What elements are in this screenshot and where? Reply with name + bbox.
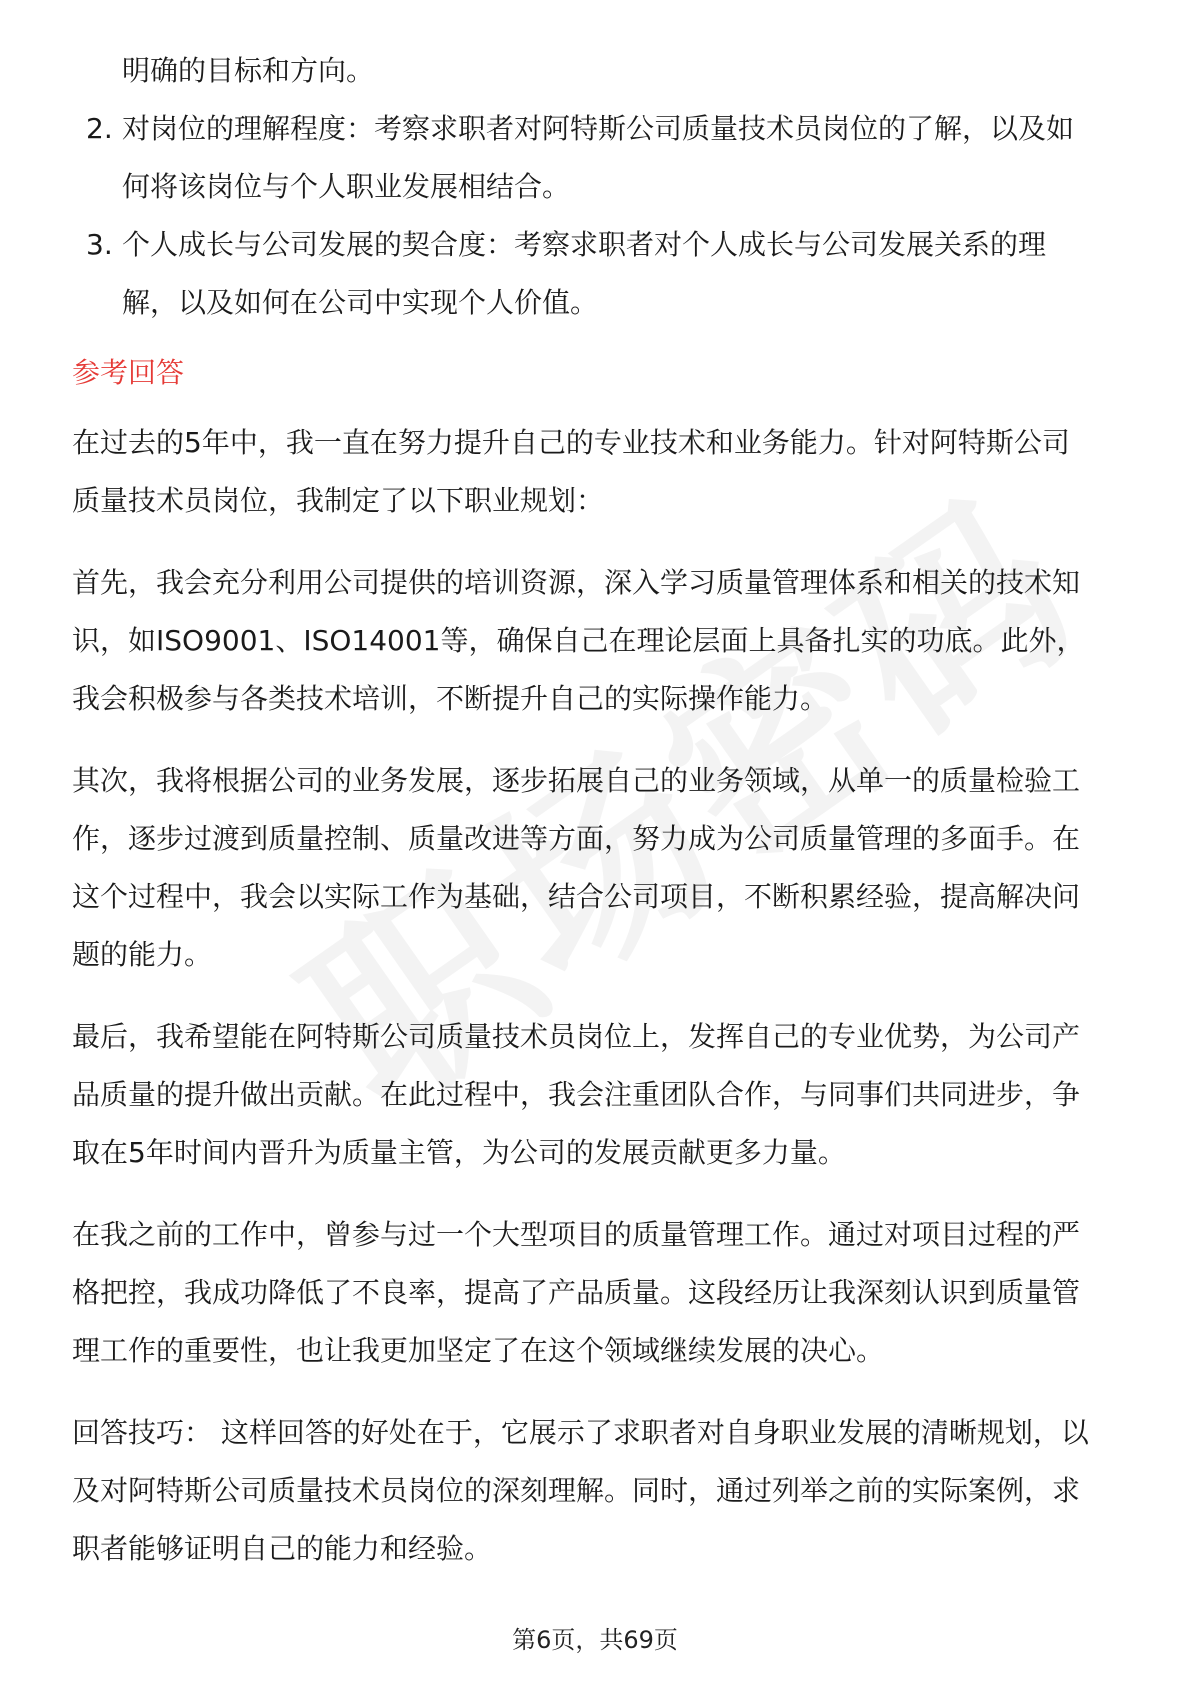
paragraph	[72, 554, 1132, 728]
list-item-text	[122, 100, 1074, 216]
list-item	[72, 216, 1132, 332]
paragraph	[72, 1008, 1132, 1182]
paragraph-line: 识，如ISO9001、ISO14001等，确保自己在理论层面上具备扎实的功底。此外，	[72, 624, 1085, 657]
paragraph	[72, 1206, 1132, 1380]
list-item-number: 2.	[86, 112, 113, 145]
paragraph-line: 及对阿特斯公司质量技术员岗位的深刻理解。同时，通过列举之前的实际案例，求	[72, 1474, 1081, 1507]
paragraph	[72, 1404, 1132, 1578]
paragraph-line: 在过去的5年中，我一直在努力提升自己的专业技术和业务能力。针对阿特斯公司	[72, 426, 1070, 459]
paragraph-line: 取在5年时间内晋升为质量主管，为公司的发展贡献更多力量。	[72, 1136, 846, 1169]
paragraph-line: 我会积极参与各类技术培训，不断提升自己的实际操作能力。	[72, 682, 829, 715]
page-footer: 第6页，共69页	[512, 1626, 678, 1654]
criteria-list	[72, 100, 1132, 332]
paragraph	[72, 752, 1132, 984]
paragraph-line: 在我之前的工作中，曾参与过一个大型项目的质量管理工作。通过对项目过程的严	[72, 1218, 1081, 1251]
paragraph-line: 回答技巧： 这样回答的好处在于，它展示了求职者对自身职业发展的清晰规划，以	[72, 1416, 1089, 1449]
paragraph-line: 作，逐步过渡到质量控制、质量改进等方面，努力成为公司质量管理的多面手。在	[72, 822, 1081, 855]
list-item-line: 解，以及如何在公司中实现个人价值。	[122, 286, 599, 319]
list-item	[72, 100, 1132, 216]
paragraph-line: 理工作的重要性，也让我更加坚定了在这个领域继续发展的决心。	[72, 1334, 885, 1367]
list-item-text	[122, 216, 1046, 332]
paragraph-line: 题的能力。	[72, 938, 213, 971]
paragraph-line: 其次，我将根据公司的业务发展，逐步拓展自己的业务领域，从单一的质量检验工	[72, 764, 1081, 797]
paragraph	[72, 414, 1132, 530]
section-title: 参考回答	[72, 356, 185, 389]
paragraph-line: 最后，我希望能在阿特斯公司质量技术员岗位上，发挥自己的专业优势，为公司产	[72, 1020, 1081, 1053]
page-content	[72, 42, 1132, 1578]
list-item-line: 何将该岗位与个人职业发展相结合。	[122, 170, 571, 203]
paragraph-line: 职者能够证明自己的能力和经验。	[72, 1532, 493, 1565]
paragraph-line: 首先，我会充分利用公司提供的培训资源，深入学习质量管理体系和相关的技术知	[72, 566, 1081, 599]
intro-tail: 明确的目标和方向。	[122, 54, 375, 87]
list-item-line: 个人成长与公司发展的契合度：考察求职者对个人成长与公司发展关系的理	[122, 228, 1047, 261]
list-item-number: 3.	[86, 228, 113, 261]
paragraph-line: 质量技术员岗位，我制定了以下职业规划：	[72, 484, 605, 517]
list-item-line: 对岗位的理解程度：考察求职者对阿特斯公司质量技术员岗位的了解，以及如	[122, 112, 1075, 145]
paragraph-line: 品质量的提升做出贡献。在此过程中，我会注重团队合作，与同事们共同进步，争	[72, 1078, 1081, 1111]
paragraph-line: 格把控，我成功降低了不良率，提高了产品质量。这段经历让我深刻认识到质量管	[72, 1276, 1081, 1309]
paragraph-line: 这个过程中，我会以实际工作为基础，结合公司项目，不断积累经验，提高解决问	[72, 880, 1081, 913]
